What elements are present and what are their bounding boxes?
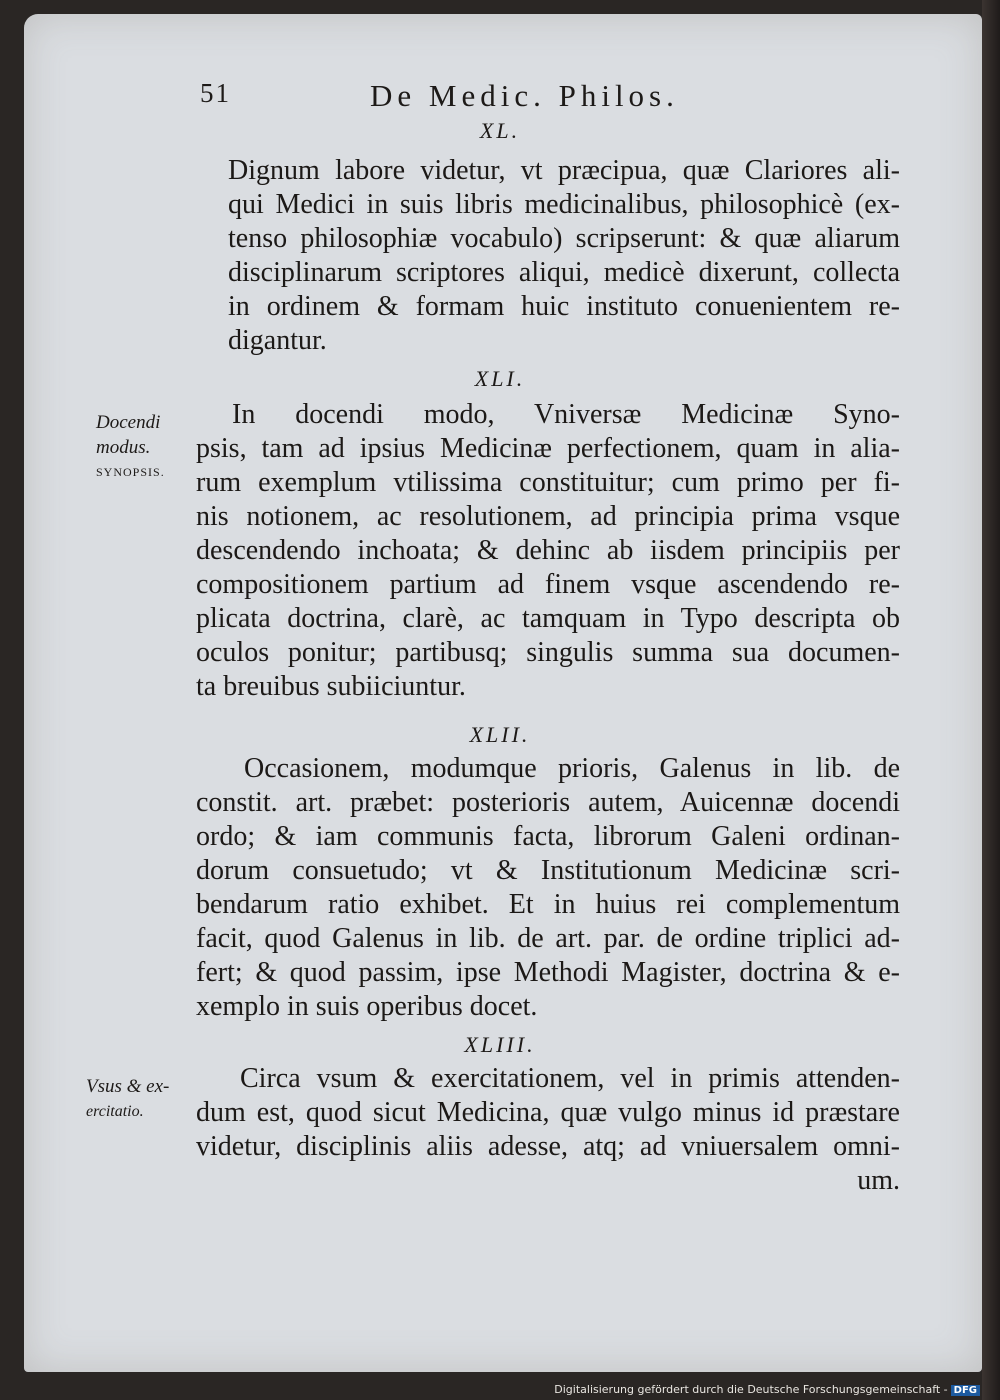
text-line: compositionem partium ad finem vsque ascendendo re-	[196, 569, 900, 600]
text-line: qui Medici in suis libris medicinalibus, philosophicè (ex-	[228, 189, 900, 220]
text-line: disciplinarum scriptores aliqui, medicè dixerunt, collecta	[228, 257, 900, 288]
margin-note-line: Docendi	[96, 412, 161, 433]
paragraph	[244, 752, 900, 786]
text-line: Dignum labore videtur, vt præcipua, quæ Clariores ali-	[228, 155, 900, 186]
text-line: nis notionem, ac resolutionem, ad principia prima vsque	[196, 501, 900, 532]
credit-text: Digitalisierung gefördert durch die Deutsche Forschungsgemeinschaft -	[554, 1383, 948, 1396]
paragraph-continued	[196, 432, 900, 704]
text-line: descendendo inchoata; & dehinc ab iisdem principiis per	[196, 535, 900, 566]
text-line: tenso philosophiæ vocabulo) scripserunt: & quæ aliarum	[228, 223, 900, 254]
text-line: digantur.	[228, 325, 327, 356]
running-title: De Medic. Philos.	[370, 78, 679, 113]
text-line: fert; & quod passim, ipse Methodi Magister, doctrina & e-	[196, 957, 900, 988]
margin-note-line: SYNOPSIS.	[96, 465, 165, 479]
section-heading: XLII.	[469, 722, 531, 747]
text-line: in ordinem & formam huic instituto conuenientem re-	[228, 291, 900, 322]
section-heading: XL.	[479, 118, 521, 143]
text-line: Circa vsum & exercitationem, vel in primis attenden-	[240, 1063, 900, 1094]
text-line: constit. art. præbet: posterioris autem, Auicennæ docendi	[196, 787, 900, 818]
text-line: ta breuibus subiiciuntur.	[196, 671, 466, 702]
section-heading: XLI.	[474, 366, 526, 391]
text-line: videtur, disciplinis aliis adesse, atq; ad vniuersalem omni-	[196, 1131, 900, 1162]
text-line: rum exemplum vtilissima constituitur; cum primo per fi-	[196, 467, 900, 498]
section-heading: XLIII.	[464, 1032, 536, 1057]
text-line: dum est, quod sicut Medicina, quæ vulgo minus id præstare	[196, 1097, 900, 1128]
text-line: xemplo in suis operibus docet.	[196, 991, 538, 1022]
text-line: plicata doctrina, clarè, ac tamquam in Typo descripta ob	[196, 603, 900, 634]
text-line: psis, tam ad ipsius Medicinæ perfectionem, quam in alia-	[196, 433, 900, 464]
page-number: 51	[200, 78, 231, 108]
text-line: ordo; & iam communis facta, librorum Galeni ordinan-	[196, 821, 900, 852]
text-line: facit, quod Galenus in lib. de art. par. de ordine triplici ad-	[196, 923, 900, 954]
text-line: bendarum ratio exhibet. Et in huius rei complementum	[196, 889, 900, 920]
digitization-credit	[554, 1383, 980, 1396]
catchword: um.	[857, 1165, 900, 1196]
paragraph	[240, 1062, 900, 1096]
paragraph-continued	[196, 786, 900, 1024]
margin-note	[86, 1074, 206, 1124]
margin-note-line: Vsus & ex-	[86, 1076, 170, 1097]
text-line: dorum consuetudo; vt & Institutionum Medicinæ scri-	[196, 855, 900, 886]
paragraph	[228, 154, 900, 358]
margin-note-line: modus.	[96, 437, 151, 458]
paragraph	[228, 398, 900, 432]
book-spine	[982, 0, 1000, 1400]
margin-note-line: ercitatio.	[86, 1103, 144, 1120]
text-line: Occasionem, modumque prioris, Galenus in lib. de	[244, 753, 900, 784]
paragraph-continued	[196, 1096, 900, 1198]
text-line: oculos ponitur; partibusq; singulis summa sua documen-	[196, 637, 900, 668]
dfg-logo: DFG	[951, 1385, 980, 1396]
text-line: In docendi modo, Vniversæ Medicinæ Syno-	[232, 399, 900, 430]
